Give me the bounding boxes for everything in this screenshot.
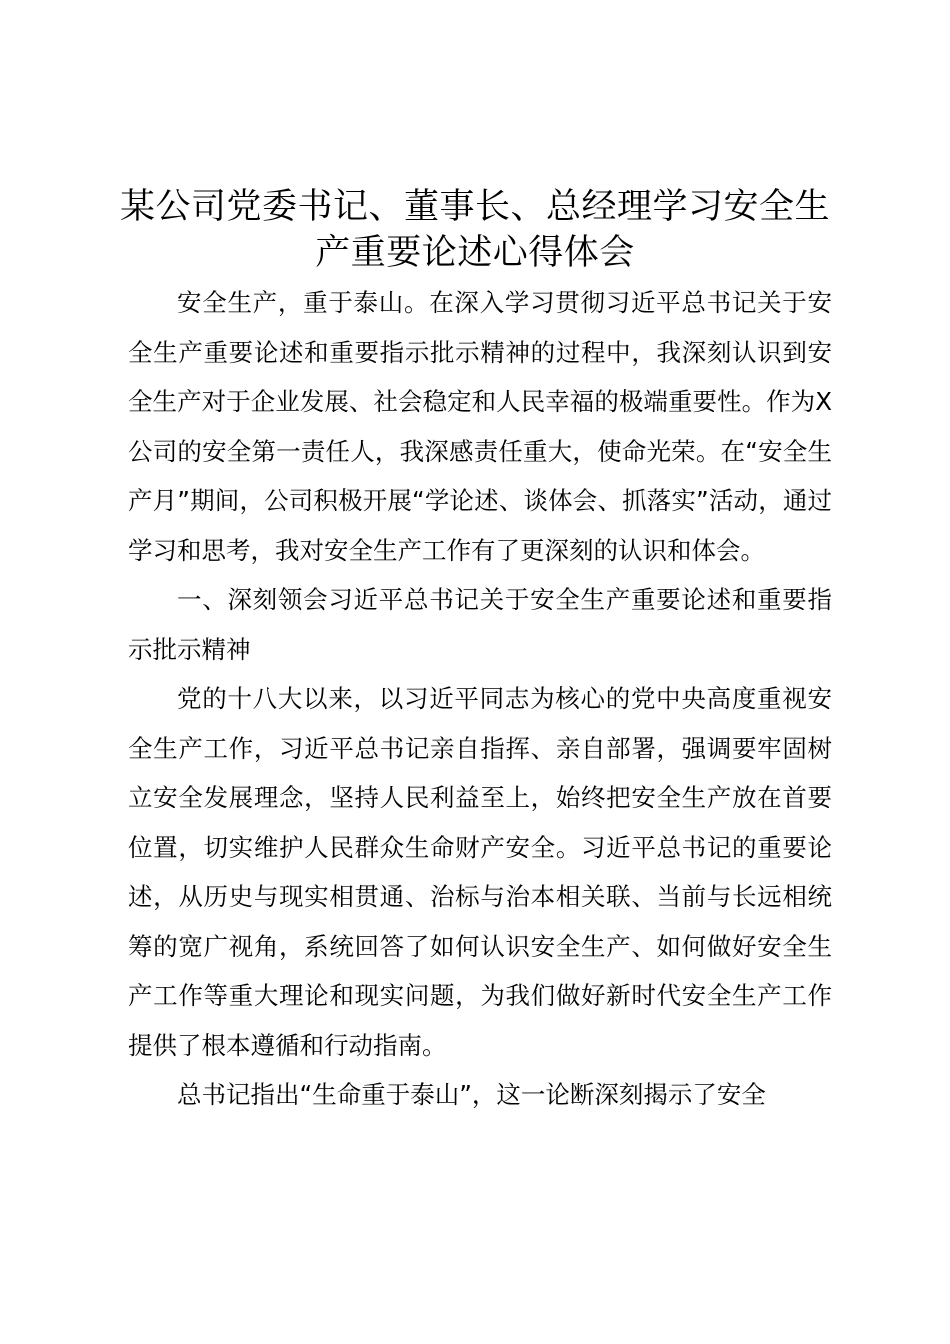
section-heading-1: 一、深刻领会习近平总书记关于安全生产重要论述和重要指示批示精神: [128, 585, 832, 664]
document-body: [128, 278, 832, 1120]
paragraph-intro: 安全生产，重于泰山。在深入学习贯彻习近平总书记关于安全生产重要论述和重要指示批示精神的过程中，我深刻认识到安全生产对于企业发展、社会稳定和人民幸福的极端重要性。作为X公司的安全第一责任人，我深感责任重大，使命光荣。在“安全生产月”期间，公司积极开展“学论述、谈体会、抓落实”活动，通过学习和思考，我对安全生产工作有了更深刻的认识和体会。: [128, 288, 832, 565]
document-title: 某公司党委书记、董事长、总经理学习安全生产重要论述心得体会: [120, 187, 831, 273]
paragraph-quote: 总书记指出“生命重于泰山”，这一论断深刻揭示了安全: [177, 1080, 766, 1109]
paragraph-section-1: 党的十八大以来，以习近平同志为核心的党中央高度重视安全生产工作，习近平总书记亲自指挥、亲自部署，强调要牢固树立安全发展理念，坚持人民利益至上，始终把安全生产放在首要位置，切实维护人民群众生命财产安全。习近平总书记的重要论述，从历史与现实相贯通、治标与治本相关联、当前与长远相统筹的宽广视角，系统回答了如何认识安全生产、如何做好安全生产工作等重大理论和现实问题，为我们做好新时代安全生产工作提供了根本遵循和行动指南。: [128, 684, 832, 1060]
